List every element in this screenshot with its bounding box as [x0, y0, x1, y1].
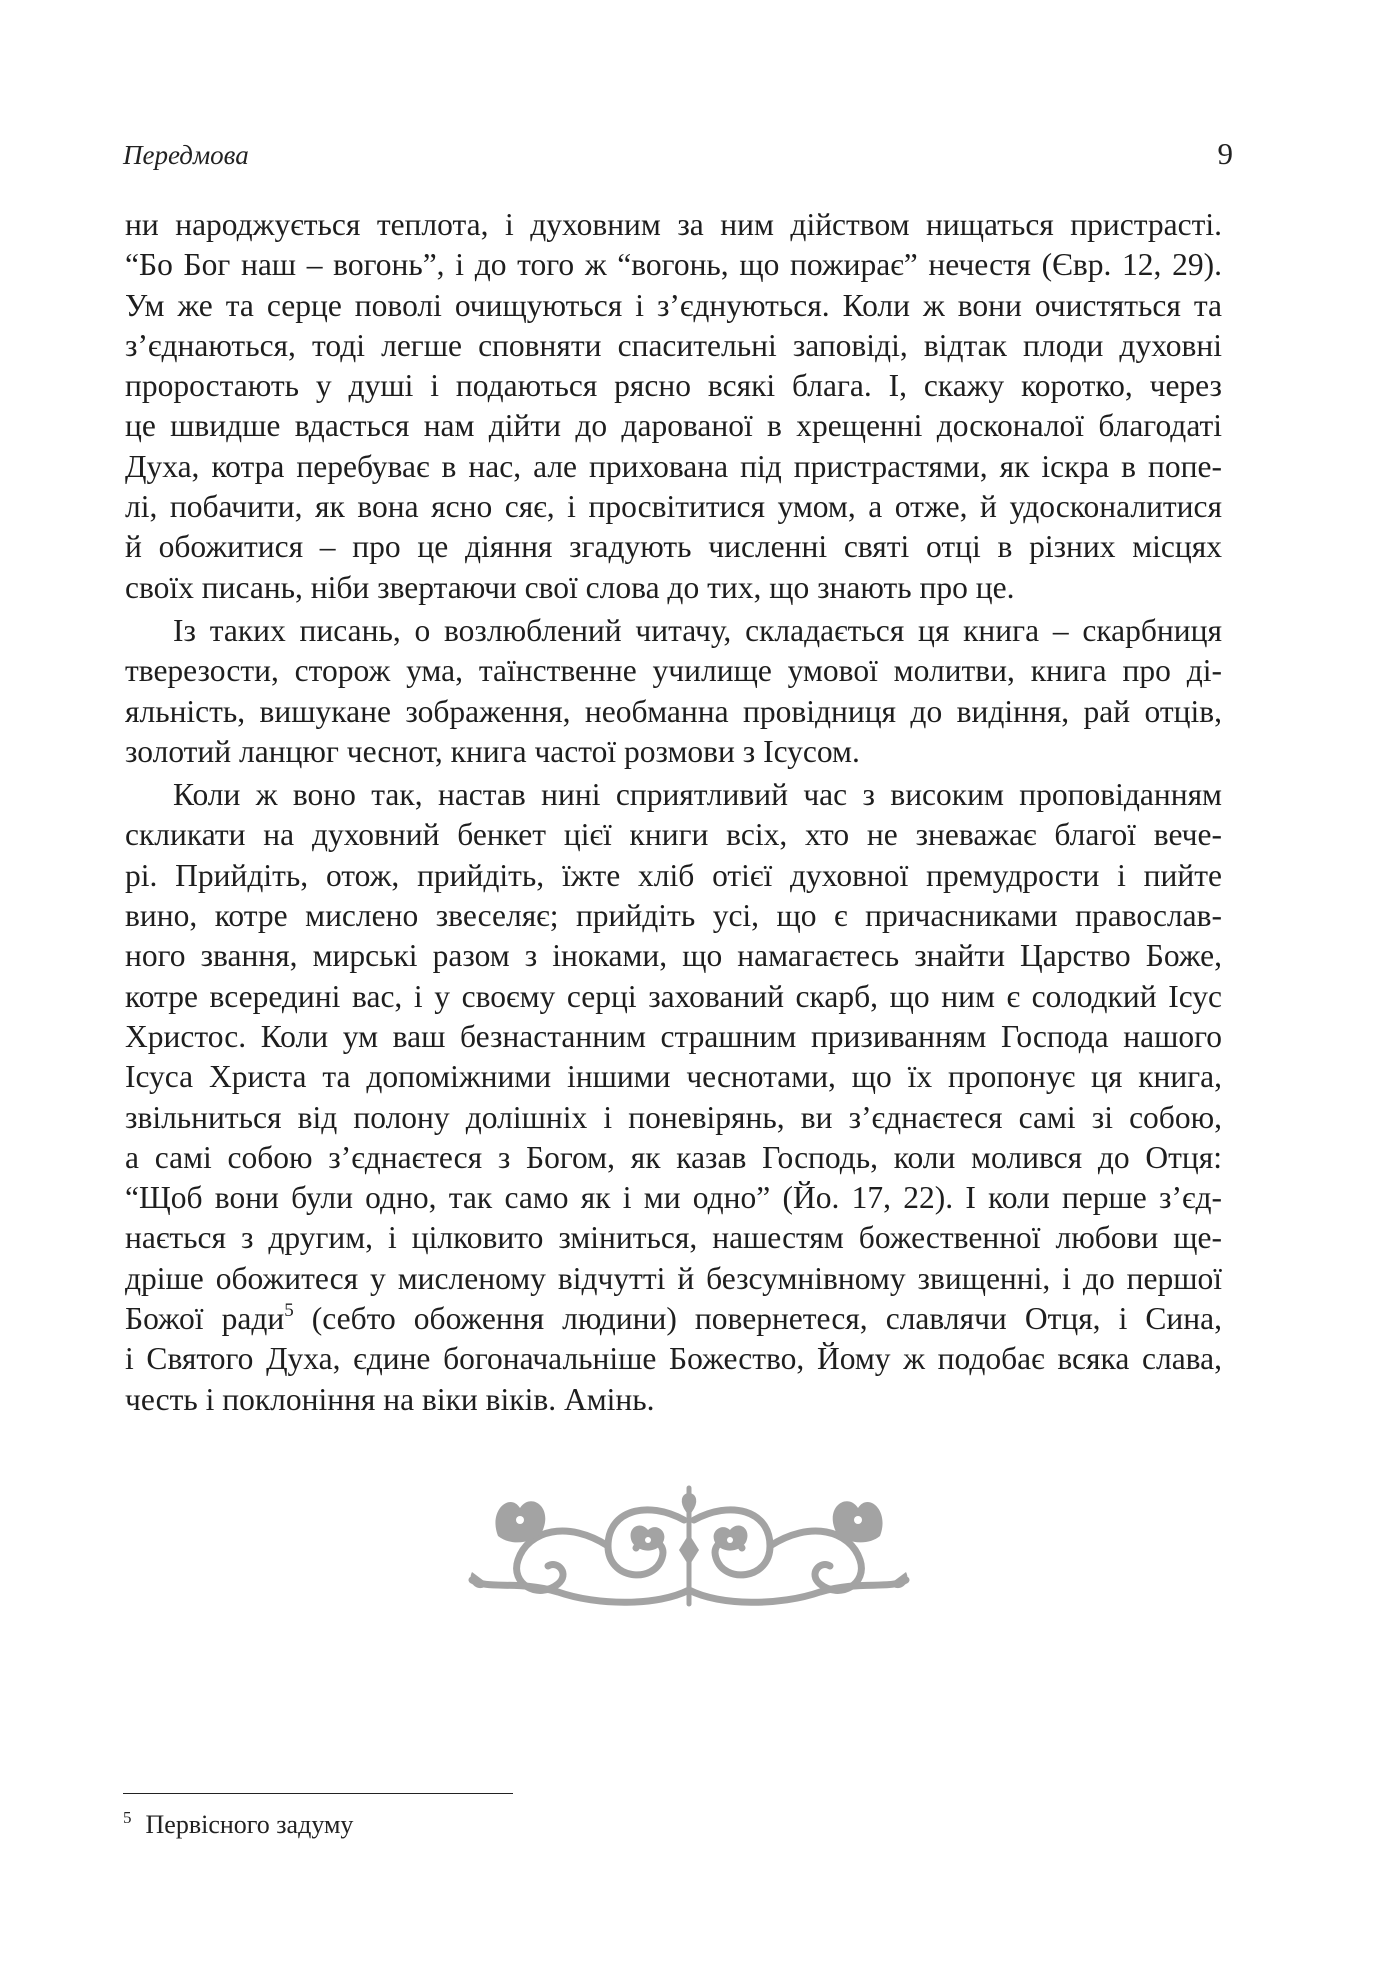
footnote-text: Первісного задуму	[145, 1810, 354, 1839]
footnote	[123, 1808, 353, 1840]
text-line: золотий ланцюг чеснот, книга частої розмови з Ісусом.	[125, 733, 860, 769]
text-line: Коли ж воно так, настав нині сприятливий час з високим проповіданням	[173, 777, 1222, 813]
text-line: Ісуса Христа та допоміжними іншими чеснотами, що їх пропонує ця книга,	[125, 1059, 1222, 1095]
body-text	[125, 205, 1222, 1423]
footnote-divider	[123, 1793, 513, 1794]
text-line: Ум же та серце поволі очищуються і з’єднуються. Коли ж вони очистяться та	[125, 287, 1222, 323]
text-line: проростають у душі і подаються рясно всякі блага. І, скажу коротко, через	[125, 368, 1222, 404]
text-line: рі. Прийдіть, отож, прийдіть, їжте хліб отієї духовної премудрости і пийте	[125, 857, 1222, 893]
text-line: честь і поклоніння на віки віків. Амінь.	[125, 1381, 655, 1417]
text-fragment: (себто обоження людини) повернетеся, славлячи Отця, і Сина,	[293, 1301, 1223, 1337]
text-line: нається з другим, і цілковито зміниться, нашестям божественної любови ще-	[125, 1220, 1222, 1256]
text-line: звільниться від полону долішніх і поневірянь, ви з’єднаєтеся самі зі собою,	[125, 1099, 1222, 1135]
footnote-number: 5	[123, 1808, 132, 1827]
text-line: Христос. Коли ум ваш безнастанним страшним призиванням Господа нашого	[125, 1018, 1222, 1054]
running-head: Передмова	[123, 140, 249, 170]
text-line: своїх писань, ніби звертаючи свої слова до тих, що знають про це.	[125, 569, 1015, 605]
text-line: й обожитися – про це діяння згадують численні святі отці в різних місцях	[125, 529, 1222, 565]
paragraph-2	[125, 611, 1222, 772]
text-line: з’єднаються, тоді легше сповняти спасительні заповіді, відтак плоди духовні	[125, 327, 1222, 363]
paragraph-3	[125, 775, 1222, 1420]
text-line: ного звання, мирські разом з іноками, що намагаєтесь знайти Царство Боже,	[125, 938, 1222, 974]
paragraph-1	[125, 205, 1222, 608]
text-line: яльність, вишукане зображення, необманна провідниця до видіння, рай отців,	[125, 693, 1222, 729]
text-line: це швидше вдасться нам дійти до дарованої в хрещенні досконалої благодаті	[125, 408, 1222, 444]
text-line: котре всередині вас, і у своєму серці захований скарб, що ним є солодкий Ісус	[125, 978, 1222, 1014]
text-line: “Щоб вони були одно, так само як і ми одно” (Йо. 17, 22). І коли перше з’єд-	[125, 1180, 1222, 1216]
text-line-with-footnote	[125, 1299, 1222, 1339]
text-line: Духа, котра перебуває в нас, але прихована під пристрастями, як іскра в попе-	[125, 448, 1222, 484]
text-fragment: Божої ради	[125, 1301, 285, 1337]
text-line: а самі собою з’єднаєтеся з Богом, як казав Господь, коли молився до Отця:	[125, 1139, 1222, 1175]
text-line: тверезости, сторож ума, таїнственне училище умової молитви, книга про ді-	[125, 653, 1222, 689]
text-line: Із таких писань, о возлюблений читачу, складається ця книга – скарбниця	[173, 612, 1222, 648]
floral-ornament-icon	[458, 1480, 920, 1612]
text-line: лі, побачити, як вона ясно сяє, і просвітитися умом, а отже, й удосконалитися	[125, 489, 1222, 525]
text-line: і Святого Духа, єдине богоначальніше Божество, Йому ж подобає всяка слава,	[125, 1341, 1222, 1377]
text-line: скликати на духовний бенкет цієї книги всіх, хто не зневажає благої вече-	[125, 817, 1222, 853]
page-number: 9	[1217, 136, 1233, 171]
text-line: ни народжується теплота, і духовним за ним дійством нищаться пристрасті.	[125, 207, 1222, 242]
footnote-marker[interactable]: 5	[284, 1300, 294, 1322]
text-line: дріше обожитеся у мисленому відчутті й безсумнівному звищенні, і до першої	[125, 1260, 1222, 1296]
text-line: “Бо Бог наш – вогонь”, і до того ж “вогонь, що пожирає” нечестя (Євр. 12, 29).	[125, 247, 1222, 283]
text-line: вино, котре мислено звеселяє; прийдіть усі, що є причасниками православ-	[125, 898, 1222, 934]
